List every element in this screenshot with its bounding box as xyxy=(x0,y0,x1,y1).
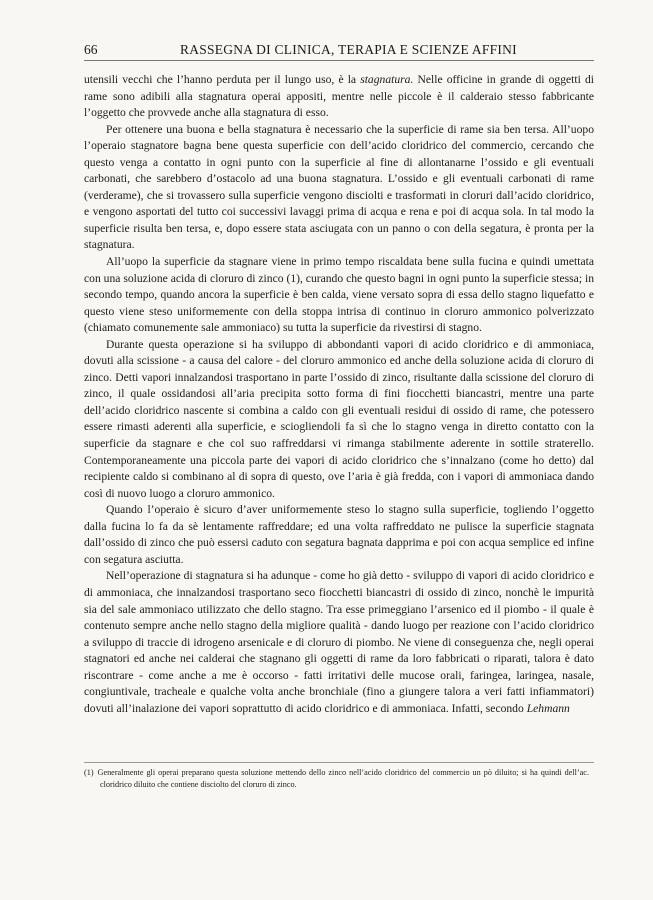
footnote-divider xyxy=(84,762,594,763)
footnote-text: Generalmente gli operai preparano questa soluzione mettendo dello zinco nell’acido cloridrico del commercio un pò diluito; si ha quindi dell’ac. cloridrico diluito che contiene disciolto del cloruro di zinco. xyxy=(97,768,589,789)
footnote xyxy=(84,767,589,791)
paragraph: Per ottenere una buona e bella stagnatura è necessario che la superficie di rame sia ben tersa. All’uopo l’operaio stagnatore bagna bene questa superficie con dell’acido cloridrico del commercio, cercando che questo venga a contatto in ogni punto con la superficie al fine di allontanarne l’ossido e gli eventuali carbonati, che sarebbero d’ostacolo ad una buona stagnatura. L’ossido e gli eventuali carbonati di rame (verderame), che si trovassero sulla superficie vengono disciolti e trasformati in cloruri dall’acido cloridrico, e vengono asportati del tutto coi successivi lavaggi prima di acqua e rena e poi di acqua sola. In tal modo la superficie risulta ben tersa, e, dopo essere stata asciugata con un panno o con della segatura, è pronta per la stagnatura. xyxy=(84,122,594,252)
paragraph xyxy=(84,568,594,717)
paragraph: All’uopo la superficie da stagnare viene in primo tempo riscaldata bene sulla fucina e quindi umettata con una soluzione acida di cloruro di zinco (1), curando che questo bagni in ogni punto la superficie stessa; in secondo tempo, quando ancora la superficie è ben calda, viene versato sopra di essa dello stagno liquefatto e questo viene steso uniformemente con della stoppa intrisa di continuo in cloruro ammonico polverizzato (chiamato comunemente sale ammoniaco) su tutta la superficie da rivestirsi di stagno. xyxy=(84,255,594,335)
paragraph xyxy=(84,72,594,122)
text-run: Nell’operazione di stagnatura si ha adunque - come ho già detto - sviluppo di vapori di acido cloridrico e di ammoniaca, che innalzandosi trasportano seco fiocchetti biancastri di ossido di zinco, nonchè le impurità sia del sale ammoniaco utilizzato che dello stagno. Tra esse primeggiano l’arsenico ed il piombo - il quale è contenuto sempre anche nello stagno della migliore qualità - dando luogo per reazione con l’acido cloridrico a sviluppo di traccie di idrogeno arsenicale e di cloruro di piombo. Ne viene di conseguenza che, negli operai stagnatori ed anche nei calderai che stagnano gli oggetti di rame da loro fabbricati o riparati, talora è dato riscontrare - come anche a me è occorso - fatti irritativi delle mucose orali, faringea, laringea, nasale, congiuntivale, tracheale e qualche volta anche bronchiale (fino a giungere talora a veri fatti infiammatori) dovuti all’inalazione dei vapori soprattutto di acido cloridrico e di ammoniaca. Infatti, secondo xyxy=(84,569,594,715)
italic-term: stagnatura. xyxy=(360,73,414,86)
italic-author: Lehmann xyxy=(526,701,570,715)
page-header xyxy=(84,40,594,61)
page-number: 66 xyxy=(84,42,98,57)
running-title: RASSEGNA DI CLINICA, TERAPIA E SCIENZE AFFINI xyxy=(180,42,517,57)
footnote-mark: (1) xyxy=(84,768,94,777)
text-run: Nelle officine in grande di oggetti di rame sono adibili alla stagnatura operai appositi, mentre nelle piccole è il calderaio stesso fabbricante l’oggetto che provvede anche alla stagnatura di esso. xyxy=(84,73,594,120)
text-run: utensili vecchi che l’hanno perduta per il lungo uso, è la xyxy=(84,73,361,86)
body-text xyxy=(84,72,594,717)
paragraph: Durante questa operazione si ha sviluppo di abbondanti vapori di acido cloridrico e di ammoniaca, dovuti alla scissione - a causa del calore - del cloruro ammonico ed anche della soluzione acida di cloruro di zinco. Detti vapori innalzandosi trasportano in parte l’ossido di zinco, risultante dalla scissione del cloruro di zinco, il quale ossidandosi all’aria precipita sotto forma di fini fiocchetti biancastri, mentre una parte dell’acido cloridrico nascente si combina a caldo con gli eventuali residui di ossido di rame, che potessero essere rimasti aderenti alla superficie, e sciogliendoli fa sì che lo stagno venga in diretto contatto con la superficie da stagnare e che col suo raffreddarsi vi rimanga stabilmente aderente in sottile straterello. Contemporaneamente una piccola parte dei vapori di acido cloridrico che s’innalzano (come ho detto) dal recipiente caldo si combinano al di sopra di questo, ove l’aria è già fredda, con i vapori di ammoniaca dando così di nuovo luogo a cloruro ammonico. xyxy=(84,337,594,500)
paragraph: Quando l’operaio è sicuro d’aver uniformemente steso lo stagno sulla superficie, togliendo l’oggetto dalla fucina lo fa da sè lentamente raffreddare; ed una volta raffreddato ne pulisce la superficie stagnata dall’ossido di zinco che può essersi caduto con segatura bagnata dapprima e poi con acqua semplice ed infine con segatura asciutta. xyxy=(84,503,594,566)
